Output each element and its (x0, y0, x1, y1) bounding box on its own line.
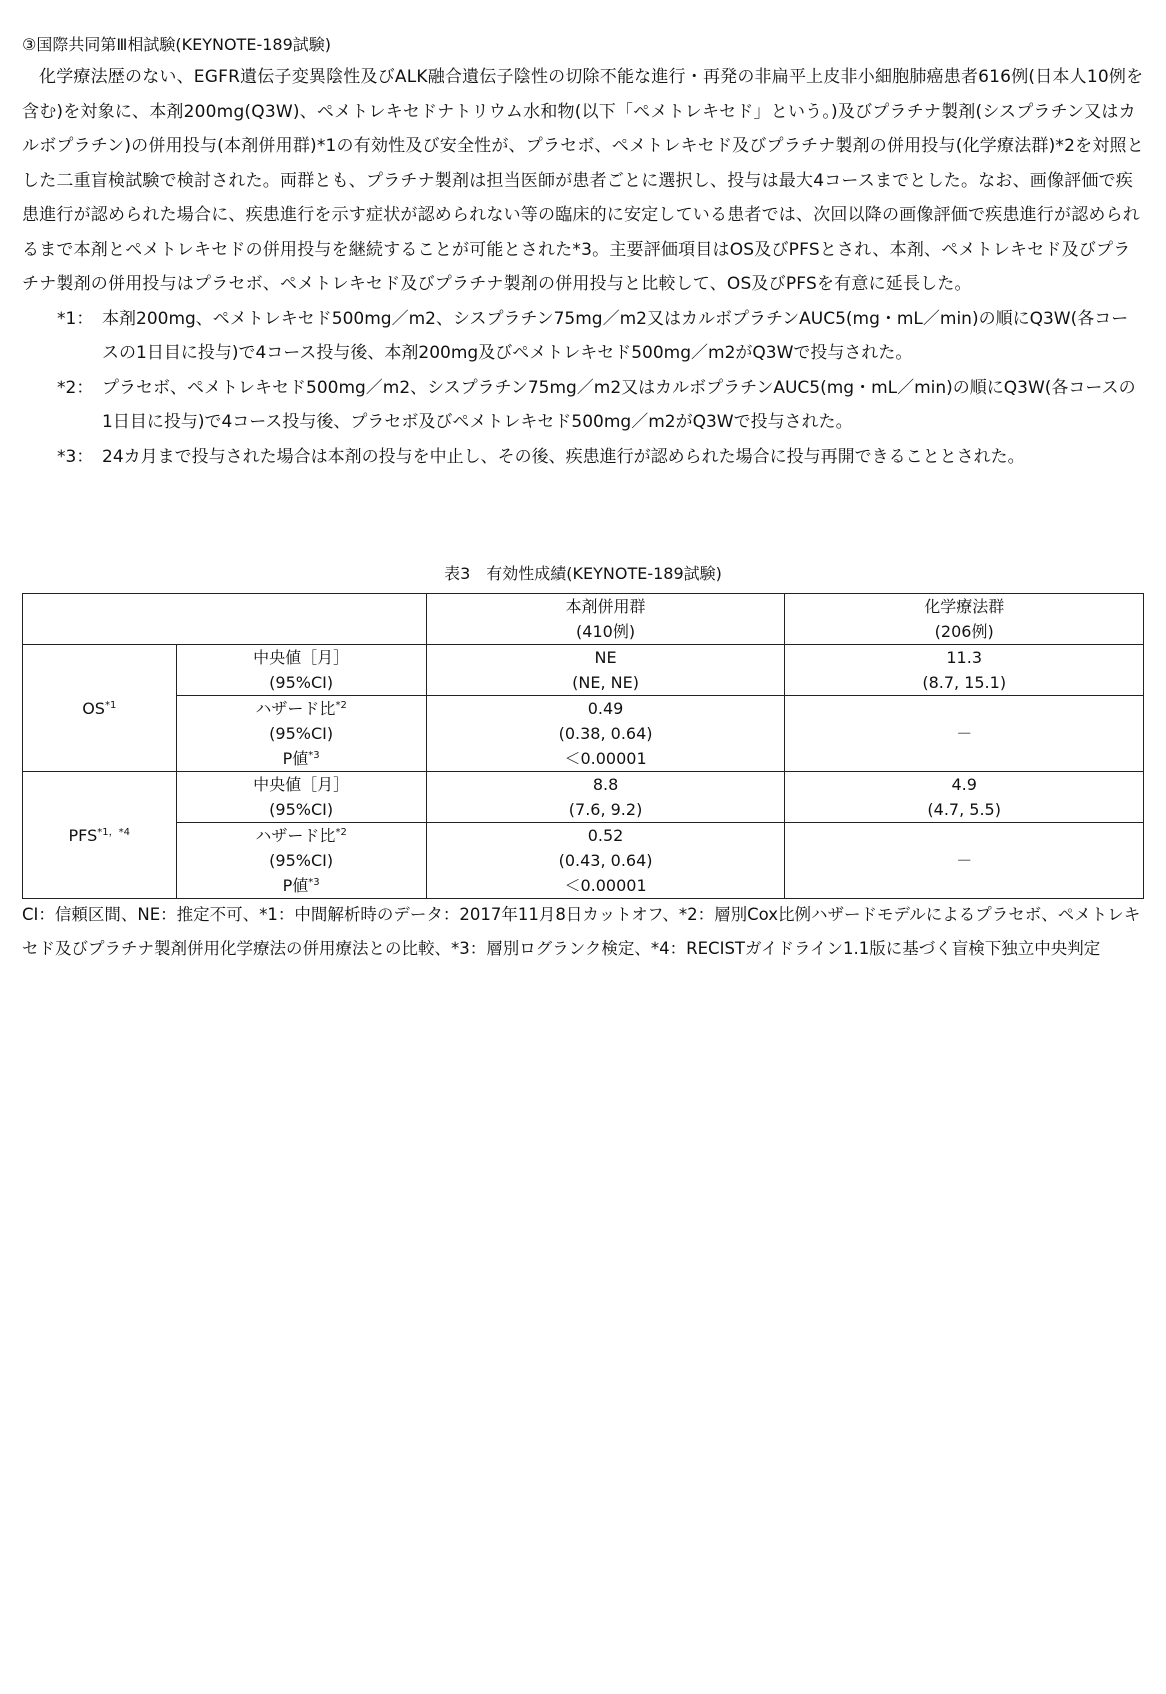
table-row (23, 772, 1144, 823)
pfs-median-chemo: 4.9 (4.7, 5.5) (785, 772, 1144, 823)
os-group-label: OS$^{*1}$ (23, 645, 177, 772)
note-text: 本剤200mg、ペメトレキセド500mg／m2、シスプラチン75mg／m2又はカルボプラチンAUC5(mg・mL／min)の順にQ3W(各コースの1日目に投与)で4コース投与後、本剤200mg及びペメトレキセド500mg／m2がQ3Wで投与された。 (102, 308, 1129, 363)
group-n: (410例) (576, 622, 636, 641)
os-median-chemo: 11.3 (8.7, 15.1) (785, 645, 1144, 696)
group-name: 本剤併用群 (565, 597, 646, 616)
document-page (22, 30, 1144, 958)
group-name: 化学療法群 (924, 597, 1005, 616)
os-median-combination: NE (NE, NE) (426, 645, 785, 696)
table-row (23, 696, 1144, 772)
note-mark: *3： (57, 446, 94, 467)
dosing-notes (22, 302, 1144, 475)
table-row (23, 823, 1144, 899)
hr-label: ハザード比$^{*2}$ (95%CI) P値$^{*3}$ (176, 696, 426, 772)
note-3 (22, 440, 1144, 475)
group-n: (206例) (934, 622, 994, 641)
table-header-row (23, 594, 1144, 645)
note-text: プラセボ、ペメトレキセド500mg／m2、シスプラチン75mg／m2又はカルボプラチンAUC5(mg・mL／min)の順にQ3W(各コースの1日目に投与)で4コース投与後、プラセボ及びペメトレキセド500mg／m2がQ3Wで投与された。 (102, 377, 1136, 432)
note-2 (22, 371, 1144, 440)
pfs-hr-combination: 0.52 (0.43, 0.64) ＜0.00001 (426, 823, 785, 899)
header-chemo-group (785, 594, 1144, 645)
header-blank (23, 594, 427, 645)
pfs-hr-chemo: － (785, 823, 1144, 899)
trial-description: 化学療法歴のない、EGFR遺伝子変異陰性及びALK融合遺伝子陰性の切除不能な進行・再発の非扁平上皮非小細胞肺癌患者616例(日本人10例を含む)を対象に、本剤200mg(Q3W)、ペメトレキセドナトリウム水和物(以下「ペメトレキセド」という。)及びプラチナ製剤(シスプラチン又はカルボプラチン)の併用投与(本剤併用群)*1の有効性及び安全性が、プラセボ、ペメトレキセド及びプラチナ製剤の併用投与(化学療法群)*2を対照とした二重盲検試験で検討された。両群とも、プラチナ製剤は担当医師が患者ごとに選択し、投与は最大4コースまでとした。なお、画像評価で疾患進行が認められた場合に、疾患進行を示す症状が認められない等の臨床的に安定している患者では、次回以降の画像評価で疾患進行が認められるまで本剤とペメトレキセドの併用投与を継続することが可能とされた*3。主要評価項目はOS及びPFSとされ、本剤、ペメトレキセド及びプラチナ製剤の併用投与はプラセボ、ペメトレキセド及びプラチナ製剤の併用投与と比較して、OS及びPFSを有意に延長した。 (22, 67, 1144, 294)
median-label: 中央値［月］ (95%CI) (176, 772, 426, 823)
pfs-median-combination: 8.8 (7.6, 9.2) (426, 772, 785, 823)
table-footnote: CI：信頼区間、NE：推定不可、*1：中間解析時のデータ：2017年11月8日カットオフ、*2：層別Cox比例ハザードモデルによるプラセボ、ペメトレキセド及びプラチナ製剤併用化学療法の併用療法との比較、*3：層別ログランク検定、*4：RECISTガイドライン1.1版に基づく盲検下独立中央判定 (22, 905, 1141, 958)
note-1 (22, 302, 1144, 371)
efficacy-table (22, 593, 1144, 899)
note-mark: *1： (57, 308, 94, 329)
table-caption: 表3 有効性成績(KEYNOTE-189試験) (444, 564, 722, 583)
os-hr-chemo: － (785, 696, 1144, 772)
header-combination-group (426, 594, 785, 645)
table-row (23, 645, 1144, 696)
median-label: 中央値［月］ (95%CI) (176, 645, 426, 696)
note-text: 24カ月まで投与された場合は本剤の投与を中止し、その後、疾患進行が認められた場合に投与再開できることとされた。 (102, 446, 1025, 467)
section-heading: ③国際共同第Ⅲ相試験(KEYNOTE-189試験) (22, 35, 331, 54)
os-hr-combination: 0.49 (0.38, 0.64) ＜0.00001 (426, 696, 785, 772)
hr-label: ハザード比$^{*2}$ (95%CI) P値$^{*3}$ (176, 823, 426, 899)
note-mark: *2： (57, 377, 94, 398)
pfs-group-label: $PFS^{*1,*4}$ (23, 772, 177, 899)
